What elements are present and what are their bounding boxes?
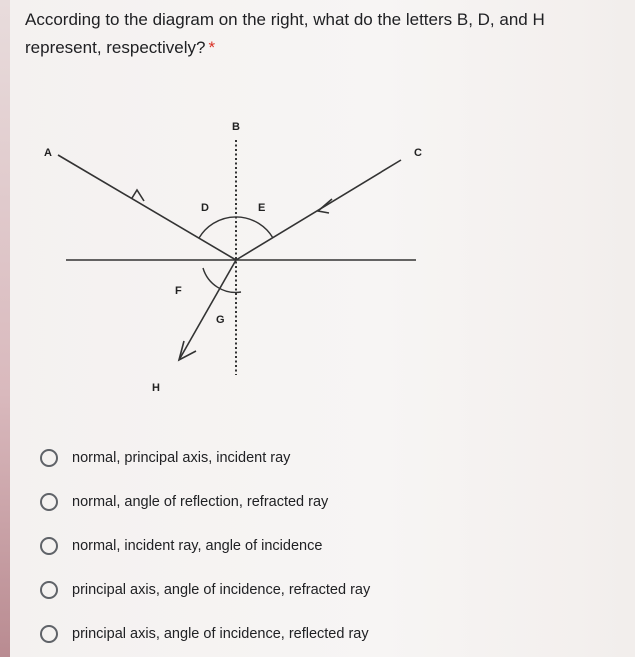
optics-diagram bbox=[36, 110, 426, 410]
label-d: D bbox=[201, 202, 209, 214]
label-a: A bbox=[44, 147, 52, 159]
label-e: E bbox=[258, 202, 266, 214]
option-3[interactable] bbox=[40, 524, 600, 568]
option-1[interactable] bbox=[40, 436, 600, 480]
radio-circle-icon[interactable] bbox=[40, 581, 58, 599]
label-f: F bbox=[175, 285, 182, 297]
label-h: H bbox=[152, 382, 160, 394]
label-g: G bbox=[216, 314, 225, 326]
reflected-arrow-icon bbox=[318, 199, 332, 213]
option-2[interactable] bbox=[40, 480, 600, 524]
option-label: principal axis, angle of incidence, reflected ray bbox=[72, 626, 369, 642]
option-5[interactable] bbox=[40, 612, 600, 656]
background-edge bbox=[0, 0, 10, 657]
radio-circle-icon[interactable] bbox=[40, 449, 58, 467]
refracted-ray bbox=[179, 260, 236, 360]
radio-circle-icon[interactable] bbox=[40, 537, 58, 555]
required-asterisk: * bbox=[208, 38, 216, 57]
label-c: C bbox=[414, 147, 422, 159]
radio-circle-icon[interactable] bbox=[40, 625, 58, 643]
incident-ray bbox=[58, 155, 236, 260]
option-label: normal, principal axis, incident ray bbox=[72, 450, 291, 466]
option-4[interactable] bbox=[40, 568, 600, 612]
radio-circle-icon[interactable] bbox=[40, 493, 58, 511]
option-label: normal, angle of reflection, refracted ray bbox=[72, 494, 329, 510]
option-label: principal axis, angle of incidence, refracted ray bbox=[72, 582, 371, 598]
answer-options bbox=[40, 436, 600, 656]
label-b: B bbox=[232, 121, 240, 133]
option-label: normal, incident ray, angle of incidence bbox=[72, 538, 323, 554]
question-text: According to the diagram on the right, what do the letters B, D, and H represent, respectively? bbox=[25, 10, 545, 57]
question-title bbox=[25, 6, 625, 62]
